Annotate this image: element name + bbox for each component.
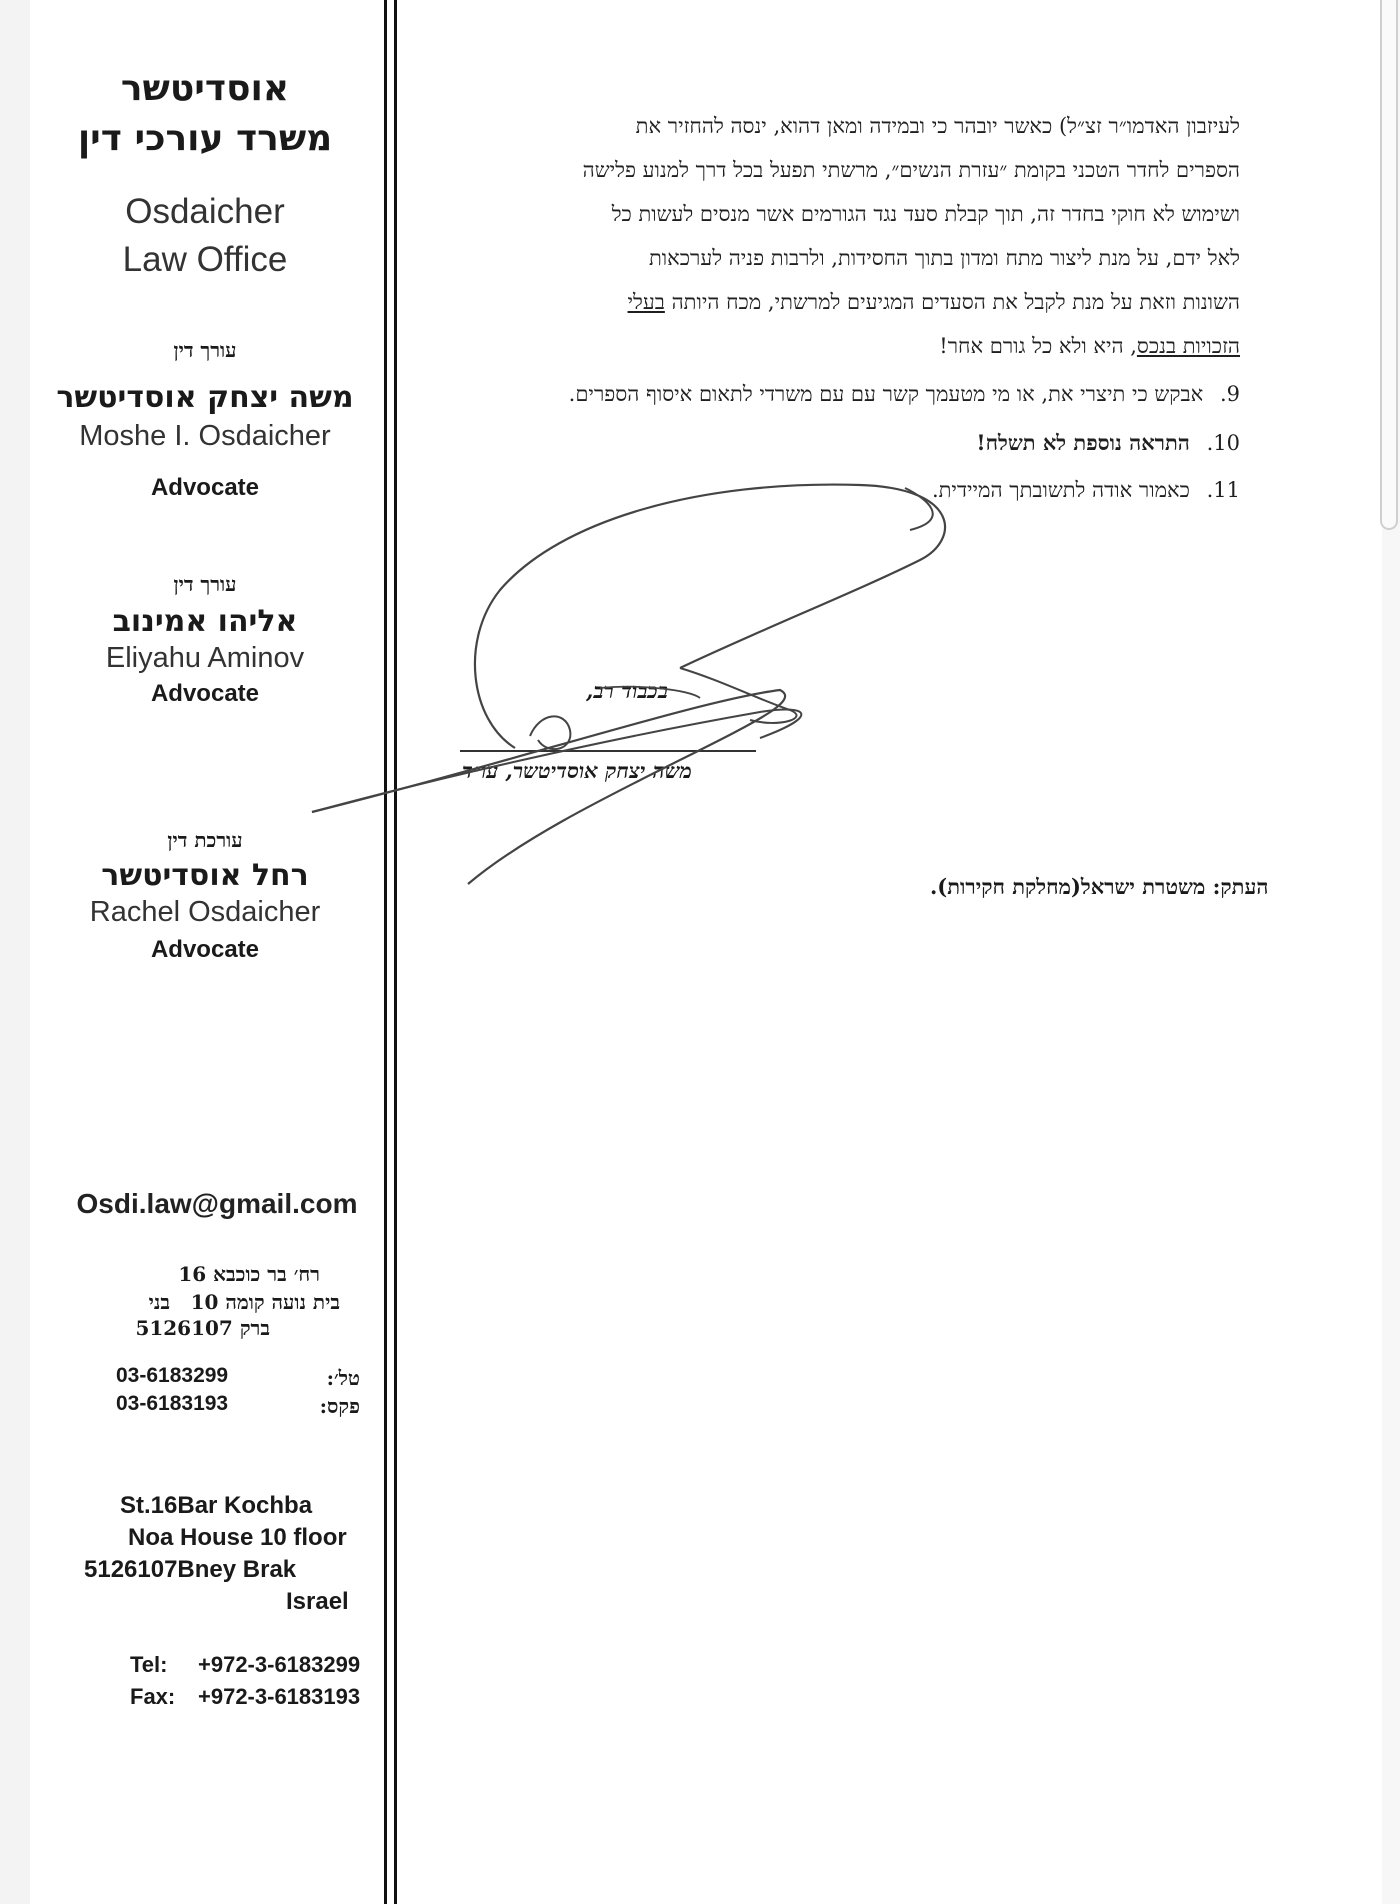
column-divider-line bbox=[384, 0, 387, 1904]
lawyer-name-english: Moshe I. Osdaicher bbox=[79, 420, 331, 452]
lawyer-title: Advocate bbox=[150, 680, 260, 707]
list-item-number: 10. bbox=[1206, 431, 1240, 455]
signer-name: משה יצחק אוסדיטשר, עו״ד bbox=[462, 758, 692, 783]
lawyer-name-english: Rachel Osdaicher bbox=[89, 896, 321, 928]
lawyer-title: Advocate bbox=[150, 936, 260, 963]
paragraph-line: הספרים לחדר הטכני בקומת ״עזרת הנשים״, מרשתי תפעל בכל דרך למנוע פלישה bbox=[582, 158, 1240, 182]
list-item bbox=[976, 430, 1240, 456]
list-item-text: אבקש כי תיצרי את, או מי מטעמך קשר עם עם משרדי לתאום איסוף הספרים. bbox=[568, 382, 1204, 406]
lawyer-title: Advocate bbox=[150, 474, 260, 501]
paragraph-line-text: , היא ולא כל גורם אחר! bbox=[939, 334, 1137, 358]
fax-label-english: Fax: bbox=[130, 1684, 176, 1709]
letterhead-column bbox=[30, 0, 380, 1904]
paragraph-line bbox=[628, 290, 1240, 315]
address-english-city: 5126107Bney Brak bbox=[84, 1556, 297, 1583]
firm-subtitle-hebrew: משרד עורכי דין bbox=[77, 118, 333, 159]
email-link[interactable]: Osdi.law@gmail.com bbox=[76, 1188, 358, 1219]
lawyer-name-hebrew: רחל אוסדיטשר bbox=[101, 858, 309, 893]
lawyer-name-hebrew: משה יצחק אוסדיטשר bbox=[56, 380, 354, 415]
list-item-text: כאמור אודה לתשובתך המיידית. bbox=[931, 478, 1190, 502]
signature-line bbox=[460, 750, 756, 752]
closing-salutation: בכבוד רב, bbox=[586, 678, 668, 703]
list-item-text: התראה נוספת לא תשלח! bbox=[976, 430, 1190, 455]
address-english-building: Noa House 10 floor bbox=[128, 1524, 347, 1551]
column-divider-line bbox=[394, 0, 397, 1904]
phone-label-hebrew: טל׳: bbox=[326, 1366, 360, 1390]
paragraph-line bbox=[939, 334, 1240, 359]
address-hebrew-city: ברק 5126107 bbox=[135, 1316, 270, 1340]
firm-name-hebrew: אוסדיטשר bbox=[120, 68, 290, 109]
address-hebrew-city-part: בני bbox=[148, 1290, 170, 1314]
paragraph-underlined-text: בעלי bbox=[627, 290, 665, 314]
lawyer-role: עורך דין bbox=[173, 338, 237, 362]
paragraph-line: לאל ידם, על מנת ליצור מתח ומדון בתוך החסידות, ולרבות פניה לערכאות bbox=[648, 246, 1240, 270]
phone-number-english: +972-3-6183299 bbox=[198, 1652, 361, 1677]
address-english-country: Israel bbox=[286, 1588, 349, 1615]
paragraph-line: ושימוש לא חוקי בחדר זה, תוך קבלת סעד נגד הגורמים אשר מנסים לעשות כל bbox=[611, 202, 1240, 226]
list-item bbox=[932, 478, 1240, 503]
address-english-street: St.16Bar Kochba bbox=[120, 1492, 313, 1519]
list-item-number: 11. bbox=[1206, 478, 1240, 502]
lawyer-role: עורכת דין bbox=[167, 828, 243, 852]
paragraph-line-text: השונות וזאת על מנת לקבל את הסעדים המגיעים למרשתי, מכח היותה bbox=[671, 290, 1240, 314]
list-item bbox=[569, 382, 1240, 407]
fax-number-hebrew: 03-6183193 bbox=[116, 1392, 229, 1415]
list-item-number: 9. bbox=[1219, 382, 1240, 406]
firm-name-english: Osdaicher bbox=[125, 192, 285, 231]
firm-subtitle-english: Law Office bbox=[122, 240, 288, 279]
paragraph-line: לעיזבון האדמו״ר זצ״ל) כאשר יובהר כי ובמידה ומאן דהוא, ינסה להחזיר את bbox=[635, 114, 1240, 138]
address-hebrew-street: רח׳ בר כוכבא 16 bbox=[178, 1262, 320, 1286]
lawyer-role: עורך דין bbox=[173, 572, 237, 596]
fax-label-hebrew: פקס: bbox=[319, 1394, 360, 1418]
cc-line: העתק: משטרת ישראל(מחלקת חקירות). bbox=[930, 874, 1269, 899]
phone-label-english: Tel: bbox=[130, 1652, 168, 1677]
page-left-margin bbox=[0, 0, 30, 1904]
letter-body bbox=[420, 0, 1240, 1904]
address-hebrew-building-text: בית נועה קומה 10 bbox=[190, 1290, 340, 1314]
lawyer-name-hebrew: אליהו אמינוב bbox=[112, 604, 298, 639]
phone-number-hebrew: 03-6183299 bbox=[116, 1364, 229, 1387]
fax-number-english: +972-3-6183193 bbox=[198, 1684, 361, 1709]
lawyer-name-english: Eliyahu Aminov bbox=[105, 642, 305, 674]
paragraph-underlined-text: הזכויות בנכס bbox=[1136, 334, 1240, 358]
scrollbar-thumb[interactable] bbox=[1380, 0, 1398, 530]
